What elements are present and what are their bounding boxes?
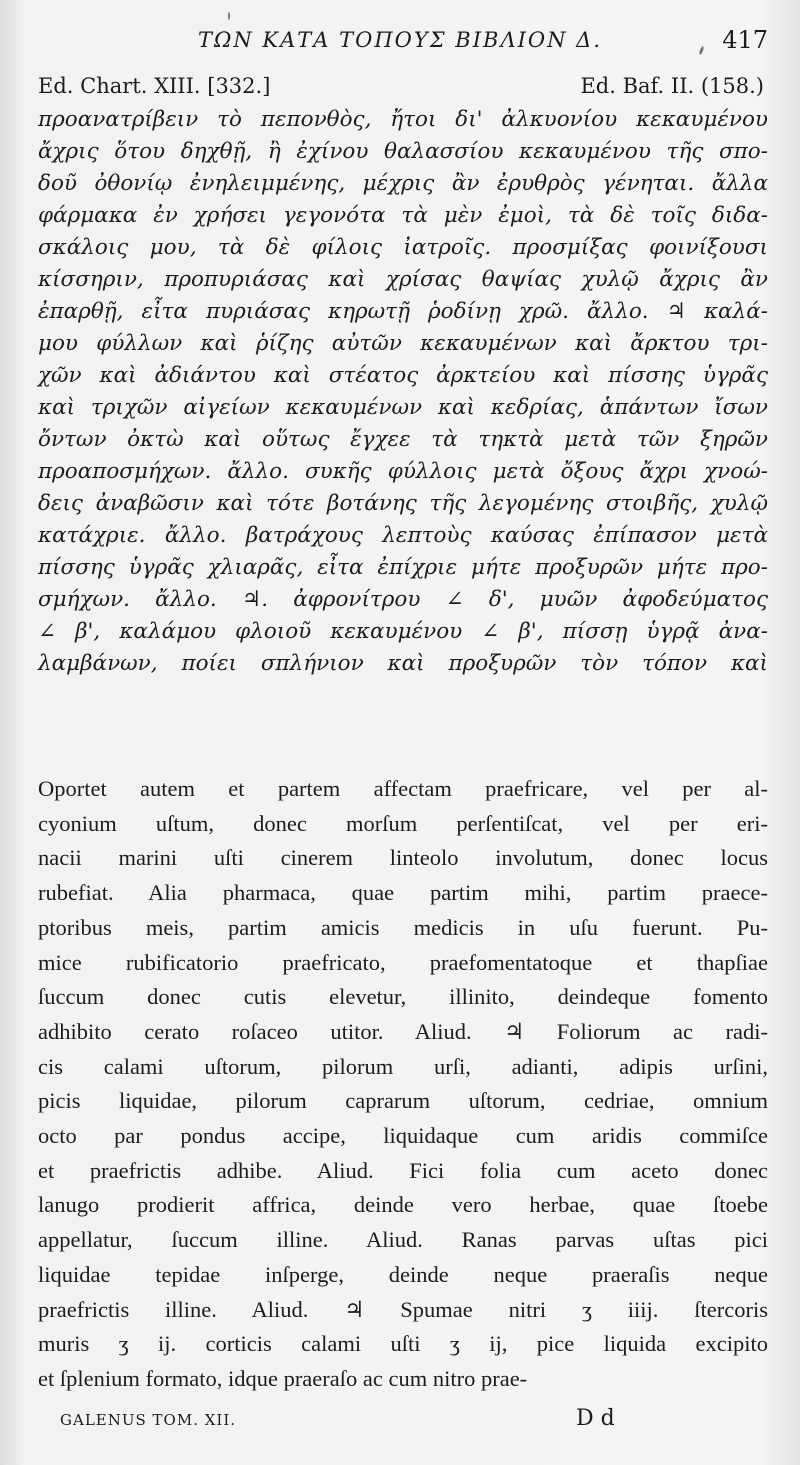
greek-line: κίσσηριν, προπυριάσας καὶ χρίσας θαψίας χυλῷ ἄχρις ἂν: [38, 267, 768, 292]
greek-line: σμήχων. ἄλλο. ♃. ἀφρονίτρου ∠ δ', μυῶν ἀφοδεύματος: [38, 587, 768, 612]
latin-line: Oportet autem et partem affectam praefricare, vel per al-: [38, 776, 768, 801]
latin-line: lanugo prodierit affrica, deinde vero herbae, quae ſtoebe: [38, 1192, 768, 1218]
edition-reference-right: Ed. Baf. II. (158.): [580, 74, 764, 98]
edition-reference-left: Ed. Chart. XIII. [332.]: [38, 74, 271, 98]
latin-line: picis liquidae, pilorum caprarum uſtorum, cedriae, omnium: [38, 1088, 768, 1114]
page-number: 417: [722, 26, 768, 54]
signature-mark: D d: [576, 1406, 615, 1431]
latin-line: muris ʒ ij. corticis calami uſti ʒ ij, pice liquida excipito: [38, 1331, 768, 1357]
signature-footer: GALENUS TOM. XII.: [60, 1411, 237, 1429]
latin-line: ptoribus meis, partim amicis medicis in uſu fuerunt. Pu-: [38, 914, 768, 940]
latin-line: et ſplenium formato, idque praeraſo ac cum nitro prae-: [38, 1365, 528, 1391]
latin-text-block: [38, 772, 768, 1397]
greek-line: χῶν καὶ ἀδιάντου καὶ στέατος ἀρκτείου καὶ πίσσης ὑγρᾶς: [38, 363, 768, 388]
latin-line: adhibito cerato roſaceo utitor. Aliud. ♃ Foliorum ac radi-: [38, 1018, 768, 1044]
latin-line: rubefiat. Alia pharmaca, quae partim mihi, partim praece-: [38, 880, 768, 906]
latin-line: appellatur, ſuccum illine. Aliud. Ranas parvas uſtas pici: [38, 1227, 768, 1253]
greek-text-block: [38, 104, 768, 680]
greek-line: δεις ἀναβῶσιν καὶ τότε βοτάνης τῆς λεγομένης στοιβῆς, χυλῷ: [38, 491, 768, 516]
latin-line: octo par pondus accipe, liquidaque cum aridis commiſce: [38, 1123, 768, 1149]
greek-line: ∠ β', καλάμου φλοιοῦ κεκαυμένου ∠ β', πίσσῃ ὑγρᾷ ἀνα-: [38, 619, 768, 644]
latin-line: et praefrictis adhibe. Aliud. Fici folia cum aceto donec: [38, 1157, 768, 1183]
greek-line: προαποσμήχων. ἄλλο. συκῆς φύλλοις μετὰ ὄξους ἄχρι χνοώ-: [38, 459, 768, 484]
greek-line: ἄχρις ὅτου δηχθῇ, ἢ ἐχίνου θαλασσίου κεκαυμένου τῆς σπο-: [38, 139, 768, 164]
latin-line: mice rubificatorio praefricato, praefomentatoque et thapſiae: [38, 949, 768, 975]
latin-line: ſuccum donec cutis elevetur, illinito, deindeque fomento: [38, 984, 768, 1010]
greek-line: καὶ τριχῶν αἰγείων κεκαυμένων καὶ κεδρίας, ἁπάντων ἴσων: [38, 395, 768, 420]
latin-line: praefrictis illine. Aliud. ♃ Spumae nitri ʒ iiij. ſtercoris: [38, 1296, 768, 1322]
greek-line: ὄντων ὀκτὼ καὶ οὕτως ἔγχεε τὰ τηκτὰ μετὰ τῶν ξηρῶν: [38, 427, 768, 452]
latin-line: cis calami uſtorum, pilorum urſi, adianti, adipis urſini,: [38, 1053, 768, 1079]
greek-line: πίσσης ὑγρᾶς χλιαρᾶς, εἶτα ἐπίχριε μήτε προξυρῶν μήτε προ-: [38, 555, 768, 580]
print-speck: [228, 12, 230, 20]
latin-line: cyonium uſtum, donec morſum perſentiſcat, vel per eri-: [38, 810, 768, 836]
greek-line: φάρμακα ἐν χρήσει γεγονότα τὰ μὲν ἐμοὶ, τὰ δὲ τοῖς διδα-: [38, 203, 768, 228]
latin-line: liquidae tepidae inſperge, deinde neque praeraſis neque: [38, 1261, 768, 1287]
greek-line: προανατρίβειν τὸ πεπονθὸς, ἤτοι δι' ἀλκυονίου κεκαυμένου: [38, 107, 768, 132]
greek-line: ἐπαρθῇ, εἶτα πυριάσας κηρωτῇ ῥοδίνῃ χρῶ. ἄλλο. ♃ καλά-: [38, 299, 768, 324]
greek-line: δοῦ ὀθονίῳ ἐνηλειμμένης, μέχρις ἂν ἐρυθρὸς γένηται. ἄλλα: [38, 171, 768, 196]
greek-line: κατάχριε. ἄλλο. βατράχους λεπτοὺς καύσας ἐπίπασον μετὰ: [38, 523, 768, 548]
running-header-title: ΤΩΝ ΚΑΤΑ ΤΟΠΟΥΣ ΒΙΒΛΙΟΝ Δ.: [197, 28, 603, 52]
greek-line: σκάλοις μου, τὰ δὲ φίλοις ἰατροῖς. προσμίξας φοινίξουσι: [38, 235, 768, 260]
greek-line: μου φύλλων καὶ ῥίζης αὐτῶν κεκαυμένων καὶ ἄρκτου τρι-: [38, 331, 768, 356]
latin-line: nacii marini uſti cinerem linteolo involutum, donec locus: [38, 845, 768, 871]
greek-line: λαμβάνων, ποίει σπλήνιον καὶ προξυρῶν τὸν τόπον καὶ: [38, 651, 768, 676]
